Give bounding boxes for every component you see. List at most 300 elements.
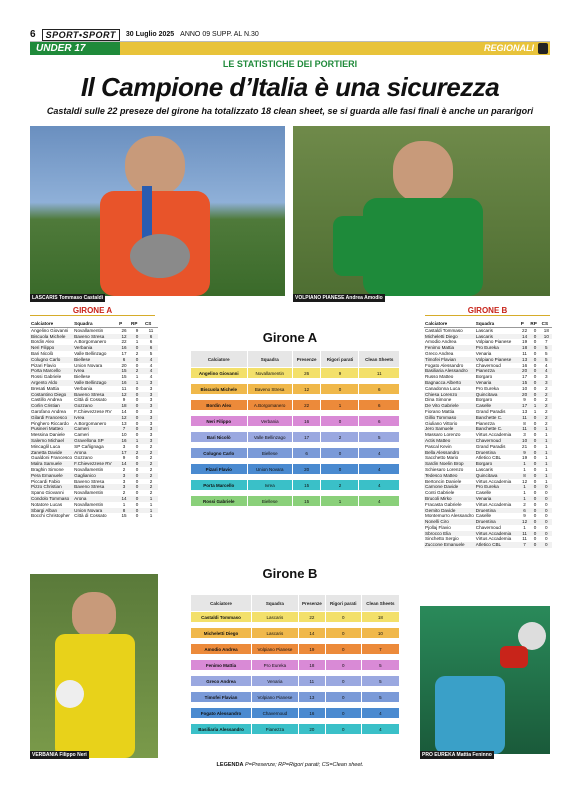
table-cell: Fogato Alessandro xyxy=(425,362,464,368)
category-label: UNDER 17 xyxy=(30,42,120,55)
table-cell: 0 xyxy=(326,660,361,670)
table-cell: 3 xyxy=(149,385,153,391)
table-cell: 2 xyxy=(545,408,548,414)
table-cell: 2 xyxy=(149,443,153,449)
table-cell: 7 xyxy=(545,339,548,345)
table-cell: 0 xyxy=(545,501,548,507)
table-cell: 15 xyxy=(293,480,321,490)
table-cell: 1 xyxy=(144,508,158,514)
table-cell: 22 xyxy=(299,612,325,622)
table-cell: 0 xyxy=(130,392,144,398)
table-cell: 2 xyxy=(545,420,548,426)
table-cell: Zuccone Emanuele xyxy=(424,542,475,548)
table-cell: 1 xyxy=(545,455,548,461)
table-cell: Bresati Mattia xyxy=(31,385,60,391)
table-cell: Fiorano Mattia xyxy=(425,408,455,414)
region-label: REGIONALI xyxy=(483,43,534,53)
table-cell: 0 xyxy=(533,443,537,449)
table-cell: Baveno Stresa xyxy=(73,334,118,340)
player-icon xyxy=(538,43,548,54)
col-header: Calciatore xyxy=(191,595,251,611)
table-cell: 0 xyxy=(135,513,139,519)
table-cell: 4 xyxy=(362,708,399,718)
table-cell: 0 xyxy=(529,357,540,363)
table-cell: 8 xyxy=(118,508,130,514)
table-cell: 16 xyxy=(522,362,528,368)
table-row xyxy=(191,448,399,458)
table-cell: 9 xyxy=(122,397,126,403)
table-cell: 4 xyxy=(362,724,399,734)
table-cell: De Vito Gabriele xyxy=(424,403,475,409)
table-cell: 0 xyxy=(529,415,540,421)
table-cell: Chiesa Lorenzo xyxy=(424,392,475,398)
table-cell: Venaria xyxy=(252,676,298,686)
table-cell: Braghin Simone xyxy=(31,466,64,472)
table-cell: Angelino Giovanni xyxy=(191,368,247,378)
spacer xyxy=(191,719,399,723)
table-cell: Pianezza xyxy=(475,368,520,374)
table-cell: 20 xyxy=(293,464,321,474)
table-cell: 5 xyxy=(362,692,399,702)
table-cell: 1 xyxy=(520,484,530,490)
table-cell: Virtus Accademia xyxy=(475,501,512,507)
table-cell: Dina Simone xyxy=(425,397,452,403)
player-silhouette-icon xyxy=(420,606,550,754)
table-cell: Angelino Giovanni xyxy=(31,327,69,333)
table-cell: Venaria xyxy=(475,350,492,356)
table-cell: 0 xyxy=(529,473,540,479)
table-cell: Basiliaria Alessandro xyxy=(424,368,475,374)
table-cell: 3 xyxy=(149,397,153,403)
table-cell: Arona xyxy=(73,496,118,502)
table-cell: Pro Eureka xyxy=(475,345,520,351)
table-cell: Borgaro xyxy=(475,374,493,380)
spacer xyxy=(191,655,399,659)
player-silhouette-icon xyxy=(30,126,285,296)
table-cell: 1 xyxy=(135,374,139,380)
col-header: P xyxy=(520,321,530,327)
table-cell: Bordin Alex xyxy=(191,400,247,410)
girone-a-title: Girone A xyxy=(262,330,318,345)
table-cell: 0 xyxy=(533,524,537,530)
table-cell: 10 xyxy=(541,334,552,340)
table-cell: 6 xyxy=(293,448,321,458)
col-header: Calciatore xyxy=(191,351,247,367)
stats-table-b xyxy=(424,321,552,548)
table-cell: Chavernoud xyxy=(475,362,501,368)
table-cell: 1 xyxy=(529,403,540,409)
table-cell: 0 xyxy=(545,490,548,496)
table-cell: Fenimo Mattia xyxy=(191,660,251,670)
table-cell: 11 xyxy=(520,426,530,432)
table-cell: Pizzo Christian xyxy=(30,484,73,490)
table-cell: Malra Samuele xyxy=(30,461,73,467)
table-cell: 9 xyxy=(523,513,526,519)
spacer xyxy=(191,507,399,511)
table-cell: 6 xyxy=(359,416,399,426)
legend xyxy=(0,762,580,768)
table-cell: 0 xyxy=(326,676,361,686)
girone-a-heading: GIRONE A xyxy=(30,306,155,316)
table-row xyxy=(191,676,399,686)
spacer xyxy=(191,703,399,707)
table-cell: F.Chievezzese RV xyxy=(73,461,118,467)
table-cell: 0 xyxy=(529,380,540,386)
table-cell: Verbania xyxy=(73,345,118,351)
table-cell: 20 xyxy=(121,362,127,368)
table-cell: 6 xyxy=(520,508,530,514)
caption-feninno: PRO EUREKA Mattia Feninno xyxy=(422,752,492,758)
table-cell: 16 xyxy=(118,438,130,444)
table-cell: 0 xyxy=(529,496,540,502)
table-cell: 22 xyxy=(522,327,528,333)
table-row xyxy=(191,400,399,410)
table-cell: 6 xyxy=(149,339,153,345)
col-header: Squadra xyxy=(252,595,298,611)
spacer xyxy=(191,427,399,431)
table-cell: 18 xyxy=(543,327,549,333)
table-cell: Fenimo Mattia xyxy=(424,345,475,351)
table-cell: 20 xyxy=(299,724,325,734)
table-cell: 0 xyxy=(529,334,540,340)
table-cell: 2 xyxy=(545,385,548,391)
table-row xyxy=(191,368,399,378)
table-cell: 2 xyxy=(144,450,158,456)
table-cell: 0 xyxy=(533,420,537,426)
table-cell: 0 xyxy=(135,362,139,368)
table-cell: 2 xyxy=(122,466,126,472)
spacer xyxy=(191,459,399,463)
table-cell: 0 xyxy=(130,508,144,514)
col-header: Rigori parati xyxy=(321,351,358,367)
table-cell: Atletico CBL xyxy=(475,455,502,461)
table-cell: 26 xyxy=(121,327,127,333)
table-cell: Virtus Accademia xyxy=(475,432,512,438)
table-row xyxy=(191,724,399,734)
table-cell: 0 xyxy=(533,455,537,461)
table-cell: 2 xyxy=(541,392,552,398)
table-cell: 0 xyxy=(533,466,537,472)
table-cell: Gozzano xyxy=(73,403,118,409)
table-cell: Sardin Noelin Brop xyxy=(424,461,475,467)
table-cell: 8 xyxy=(523,420,526,426)
girone-a-infographic xyxy=(190,350,400,512)
table-cell: 0 xyxy=(135,408,139,414)
table-row xyxy=(191,432,399,442)
table-cell: Greco Andrea xyxy=(425,350,454,356)
table-cell: Quincitava xyxy=(475,392,520,398)
table-cell: 1 xyxy=(541,438,552,444)
table-cell: 12 xyxy=(522,478,528,484)
table-cell: 2 xyxy=(523,501,526,507)
table-cell: 0 xyxy=(533,327,537,333)
table-cell: 16 xyxy=(118,380,130,386)
table-cell: 0 xyxy=(135,501,139,507)
table-cell: Volpiano Pianese xyxy=(252,644,298,654)
table-cell: Volpiano Pianese xyxy=(475,357,520,363)
table-cell: 13 xyxy=(520,357,530,363)
table-cell: Giuliano Vittorio xyxy=(425,420,458,426)
table-cell: Condolo Tommaso xyxy=(30,496,73,502)
col-header: P xyxy=(118,321,130,327)
table-cell: Volpiano Pianese xyxy=(475,339,512,345)
table-cell: Bocchi Christopher xyxy=(31,513,70,519)
table-cell: 6 xyxy=(359,384,399,394)
table-cell: Bari Nicolò xyxy=(31,350,54,356)
table-cell: Mincaglil Luca xyxy=(31,443,61,449)
table-cell: Spano Giovanni xyxy=(31,490,64,496)
table-cell: 4 xyxy=(359,448,399,458)
table-cell: 1 xyxy=(541,426,552,432)
table-cell: Bella Alessandro xyxy=(424,450,475,456)
table-cell: Borgaro xyxy=(475,461,520,467)
table-cell: 1 xyxy=(541,461,552,467)
legend-text: P=Presenze; RP=Rigori parati; CS=Clean sheet. xyxy=(244,762,364,768)
table-cell: Grand Paradis xyxy=(475,443,506,449)
table-cell: 6 xyxy=(144,334,158,340)
table-cell: 3 xyxy=(122,443,126,449)
table-cell: Fogato Alessandro xyxy=(191,708,251,718)
table-cell: 20 xyxy=(520,392,530,398)
page-header xyxy=(30,28,550,42)
table-cell: 9 xyxy=(321,368,358,378)
table-cell: 14 xyxy=(118,461,130,467)
table-cell: 0 xyxy=(321,464,358,474)
table-cell: 0 xyxy=(533,536,537,542)
table-row xyxy=(30,513,158,519)
table-cell: 15 xyxy=(121,374,127,380)
table-cell: 1 xyxy=(130,438,144,444)
spacer xyxy=(191,623,399,627)
table-cell: 0 xyxy=(135,397,139,403)
kicker: LE STATISTICHE DEI PORTIERI xyxy=(222,59,358,69)
table-cell: Verbania xyxy=(248,416,292,426)
table-cell: Gaglianico xyxy=(73,473,118,479)
table-cell: 0 xyxy=(529,519,540,525)
table-cell: Porta Marcello xyxy=(30,368,73,374)
table-cell: 1 xyxy=(144,496,158,502)
table-cell: Tedesco Matteo xyxy=(424,473,475,479)
table-cell: 2 xyxy=(149,466,153,472)
table-cell: 0 xyxy=(135,385,139,391)
table-cell: 0 xyxy=(533,490,537,496)
table-cell: 0 xyxy=(326,628,361,638)
table-cell: 17 xyxy=(520,403,530,409)
table-cell: 1 xyxy=(523,490,526,496)
table-cell: 5 xyxy=(541,357,552,363)
table-cell: Zanetta Davide xyxy=(30,450,73,456)
col-header: Rigori parati xyxy=(326,595,361,611)
table-cell: 1 xyxy=(541,450,552,456)
table-cell: 10 xyxy=(362,628,399,638)
table-cell: 26 xyxy=(293,368,321,378)
table-cell: 0 xyxy=(529,345,540,351)
table-cell: 3 xyxy=(122,478,126,484)
table-row xyxy=(191,692,399,702)
table-cell: 0 xyxy=(135,443,139,449)
table-cell: 1 xyxy=(520,496,530,502)
photo-neri xyxy=(30,574,158,758)
table-cell: Gemito Davide xyxy=(424,508,475,514)
table-cell: 0 xyxy=(130,345,144,351)
table-cell: Sbargi Alban xyxy=(30,508,73,514)
table-cell: 7 xyxy=(118,426,130,432)
table-cell: Druentina xyxy=(475,519,520,525)
table-cell: 0 xyxy=(533,350,537,356)
table-cell: Neri Filippo xyxy=(191,416,247,426)
table-cell: 19 xyxy=(299,644,325,654)
table-cell: 16 xyxy=(118,345,130,351)
table-cell: Union Novara xyxy=(74,362,103,368)
table-cell: Valle Bellinzago xyxy=(248,432,292,442)
table-cell: 1 xyxy=(130,380,144,386)
table-cell: Grand Paradis xyxy=(475,408,506,414)
table-cell: 12 xyxy=(118,334,130,340)
table-cell: 0 xyxy=(541,496,552,502)
table-cell: Bagnacca Alberto xyxy=(424,380,475,386)
table-cell: Carnone Davide xyxy=(424,484,475,490)
table-cell: Colugno Carlo xyxy=(30,357,73,363)
table-cell: 0 xyxy=(529,508,540,514)
table-row xyxy=(191,612,399,622)
table-cell: Arona xyxy=(73,450,118,456)
issue-date: 30 Luglio 2025 xyxy=(125,31,175,38)
col-header: Calciatore xyxy=(424,321,475,327)
col-header: Clean Sheets xyxy=(362,595,399,611)
table-cell: 0 xyxy=(130,473,144,479)
table-row xyxy=(191,416,399,426)
table-cell: Città di Cossato xyxy=(74,397,107,403)
table-cell: 0 xyxy=(326,724,361,734)
table-cell: Rossi Gabriele xyxy=(191,496,247,506)
table-cell: Cameri xyxy=(73,426,118,432)
caption-castaldi: LASCARIS Tommaso Castaldi xyxy=(32,295,104,301)
table-cell: 11 xyxy=(522,350,527,356)
table-cell: 12 xyxy=(520,519,530,525)
table-cell: Pera Emanuele xyxy=(30,473,73,479)
table-cell: Sbrocco Elia xyxy=(424,531,475,537)
table-cell: Basiliaria Alessandro xyxy=(191,724,251,734)
table-cell: 16 xyxy=(299,708,325,718)
table-cell: 12 xyxy=(293,384,321,394)
table-cell: 17 xyxy=(121,350,127,356)
table-cell: 4 xyxy=(149,374,153,380)
table-cell: Canadonna Luca xyxy=(425,385,460,391)
table-cell: Baveno Stresa xyxy=(248,384,292,394)
table-cell: Timofei Flavian xyxy=(424,357,475,363)
table-cell: 0 xyxy=(130,334,144,340)
table-cell: Gillio Tommaso xyxy=(424,415,475,421)
table-cell: Biellese xyxy=(74,374,91,380)
table-cell: Banchette C. xyxy=(475,426,520,432)
table-cell: Pusineri Matteo xyxy=(30,426,73,432)
table-cell: Gozzano xyxy=(74,455,93,461)
table-cell: Amodio Andrea xyxy=(191,644,251,654)
table-cell: Novallamentin xyxy=(74,490,104,496)
table-cell: 0 xyxy=(533,501,537,507)
col-header: RP xyxy=(130,321,144,327)
table-cell: Città di Cossato xyxy=(74,513,107,519)
table-cell: 17 xyxy=(293,432,321,442)
table-cell: Russo Matteo xyxy=(425,374,454,380)
table-cell: Pianezza xyxy=(252,724,298,734)
spacer xyxy=(191,639,399,643)
table-cell: 0 xyxy=(321,448,358,458)
table-cell: Ivrea xyxy=(248,480,292,490)
table-cell: Venaria xyxy=(475,496,520,502)
table-cell: 2 xyxy=(122,490,126,496)
table-cell: 15 xyxy=(121,513,127,519)
table-cell: 0 xyxy=(135,455,139,461)
table-cell: Pizari Flavio xyxy=(31,362,57,368)
table-cell: 11 xyxy=(520,415,530,421)
table-cell: 4 xyxy=(359,480,399,490)
table-cell: 9 xyxy=(520,450,530,456)
table-cell: 22 xyxy=(293,400,321,410)
table-cell: Timofei Flavian xyxy=(191,692,251,702)
table-cell: 1 xyxy=(520,461,530,467)
table-row xyxy=(191,708,399,718)
table-cell: 3 xyxy=(144,403,158,409)
table-cell: 0 xyxy=(533,513,537,519)
table-cell: 0 xyxy=(130,461,144,467)
table-cell: A.Borgomanero xyxy=(74,420,107,426)
caption-neri: VERBANIA Filippo Neri xyxy=(32,752,87,758)
table-row xyxy=(191,384,399,394)
table-cell: Amodio Andrea xyxy=(425,339,457,345)
table-cell: Rossi Gabriele xyxy=(31,374,62,380)
table-cell: Chavernoud xyxy=(475,438,520,444)
col-header: Squadra xyxy=(73,321,118,327)
table-cell: Virtus Accademia xyxy=(475,531,520,537)
table-cell: 1 xyxy=(541,473,552,479)
table-cell: 4 xyxy=(144,368,158,374)
player-silhouette-icon xyxy=(30,574,158,758)
table-cell: 2 xyxy=(130,368,144,374)
table-cell: Ivrea xyxy=(73,368,118,374)
table-cell: 9 xyxy=(122,455,126,461)
spacer xyxy=(191,687,399,691)
table-cell: 0 xyxy=(135,420,139,426)
table-cell: 14 xyxy=(299,628,325,638)
magazine-logo: SPORT•SPORT xyxy=(42,29,120,41)
table-cell: 3 xyxy=(149,408,153,414)
photo-feninno xyxy=(420,606,550,754)
table-cell: 1 xyxy=(321,496,358,506)
spacer xyxy=(191,475,399,479)
table-cell: 0 xyxy=(529,461,540,467)
table-cell: 2 xyxy=(541,415,552,421)
table-cell: Druentina xyxy=(475,508,520,514)
table-cell: Volpiano Pianese xyxy=(252,692,298,702)
table-cell: 6 xyxy=(359,400,399,410)
col-header: Squadra xyxy=(248,351,292,367)
table-cell: 2 xyxy=(144,461,158,467)
table-cell: 11 xyxy=(359,368,399,378)
table-cell: 3 xyxy=(541,380,552,386)
table-cell: 2 xyxy=(149,490,153,496)
table-cell: Notatore Lucas xyxy=(31,501,63,507)
table-cell: Actis Matteo xyxy=(424,438,475,444)
table-row xyxy=(191,628,399,638)
girone-b-infographic xyxy=(190,594,400,740)
table-cell: Lascaris xyxy=(475,466,493,472)
table-cell: 0 xyxy=(130,496,144,502)
table-cell: 0 xyxy=(533,397,537,403)
table-cell: 0 xyxy=(135,490,139,496)
col-header: Clean Sheets xyxy=(359,351,399,367)
table-cell: 0 xyxy=(541,519,552,525)
